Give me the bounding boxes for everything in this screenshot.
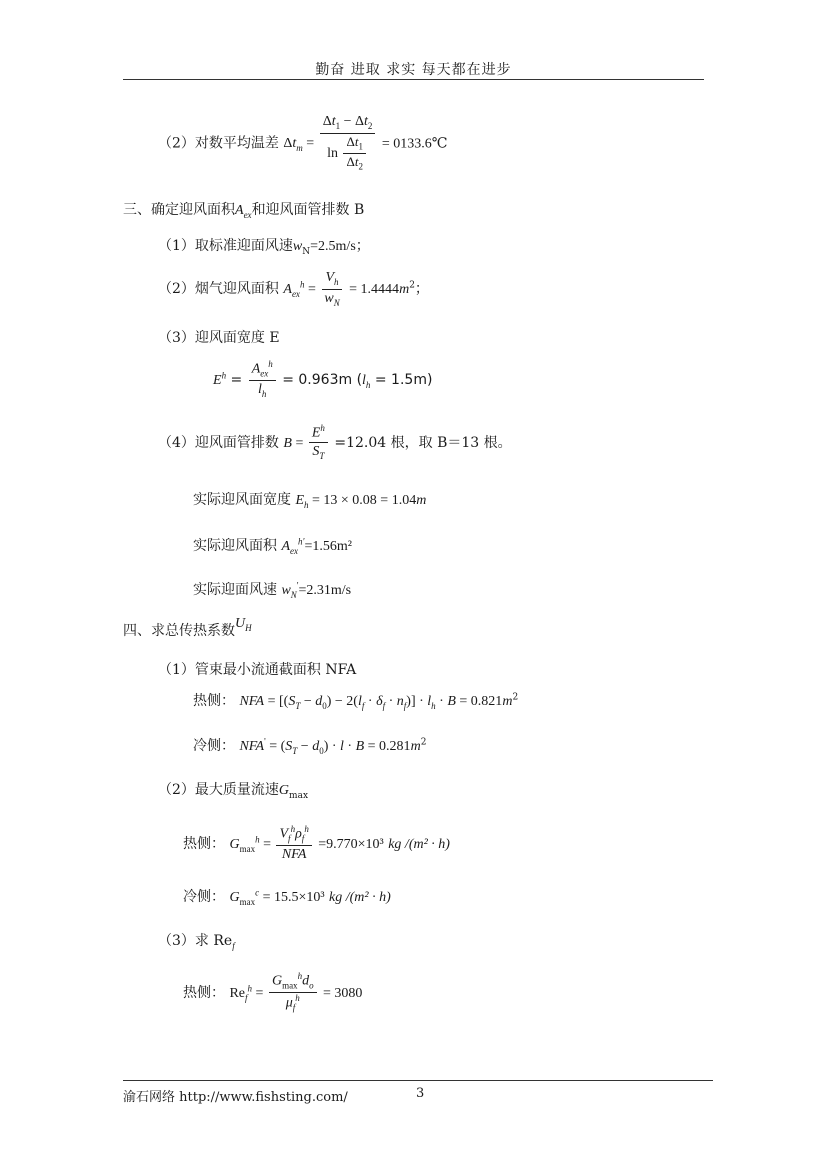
page-header-motto: 勤奋 进取 求实 每天都在进步 [315,62,512,78]
actual-face-velocity: 实际迎面风速 $w_N'=2.31m/s$ [193,580,352,600]
log-mean-temp-label: （2）对数平均温差 [158,135,279,152]
flue-gas-face-area: （2）烟气迎风面积 $A_{ex}^h$ = $\frac{V_h}{w_N}$ = $1.4444m^2$； [158,270,429,308]
log-mean-temp-symbol: $\Delta t_m$ = [283,136,318,154]
header-rule [123,79,704,80]
footer-site: 渝石网络 http://www.fishsting.com/ [123,1090,348,1105]
nfa-hot-side: 热侧： NFA = $[(S_T - d_0) - 2(l_f \cdot \delta_f \cdot n_f)] \cdot l_h \cdot B = 0.821m^2$ [193,692,519,711]
log-mean-temp-result: = 0133.6℃ [381,136,448,152]
tube-rows-count: （4）迎风面管排数 B = $\frac{E^h}{S_T}$ =12.04 根，取 B＝13 根。 [158,423,512,461]
section-3-title: 三、确定迎风面积$A_{ex}$和迎风面管排数 B [123,202,365,220]
actual-face-area: 实际迎风面积 $A_{ex}^{h'}=1.56m^2$ [193,536,352,556]
footer-rule [123,1080,713,1081]
actual-face-width: 实际迎风面宽度 $E_h = 13 \times 0.08 = 1.04m$ [193,492,427,510]
face-width-label: （3）迎风面宽度 E [158,330,280,346]
reynolds-title: （3）求 $Re_f$ [158,933,235,951]
log-mean-fraction: $\Delta t_1 - \Delta t_2$ ln $\frac{\Delta t_1}{\Delta t_2}$ [320,114,376,173]
gmax-cold-side: 冷侧： $G_{max}^c = 15.5\times 10^3$ kg /(m² · h) [183,887,391,907]
gmax-hot-side: 热侧： $G_{max}^h$ = $\frac{V_f^h\rho_f^h}{\text{NFA}}$ =9.770×10³ kg /(m² · h) [183,824,450,863]
gmax-title: （2）最大质量流速$G_{max}$ [158,782,309,801]
standard-face-velocity: （1）取标准迎面风速$w_N=2.5m/s$； [158,238,370,257]
section-4-title: 四、求总传热系数$U_H$ [123,616,252,639]
log-mean-temp-line [158,114,447,173]
face-width-formula: $E^h$ = $\frac{A_{ex}^h}{l_h}$ = 0.963m $(l_h = 1.5m)$ [213,359,433,400]
page-number: 3 [416,1086,425,1101]
nfa-title: （1）管束最小流通截面积 NFA [158,662,357,678]
reynolds-hot-side: 热侧： $Re_f^h$ = $\frac{G_{max}^hd_o}{\mu_f^h}$ = 3080 [183,971,363,1013]
nfa-cold-side: 冷侧： $NFA' = (S_T - d_0) \cdot l \cdot B = 0.281m^2$ [193,736,427,756]
